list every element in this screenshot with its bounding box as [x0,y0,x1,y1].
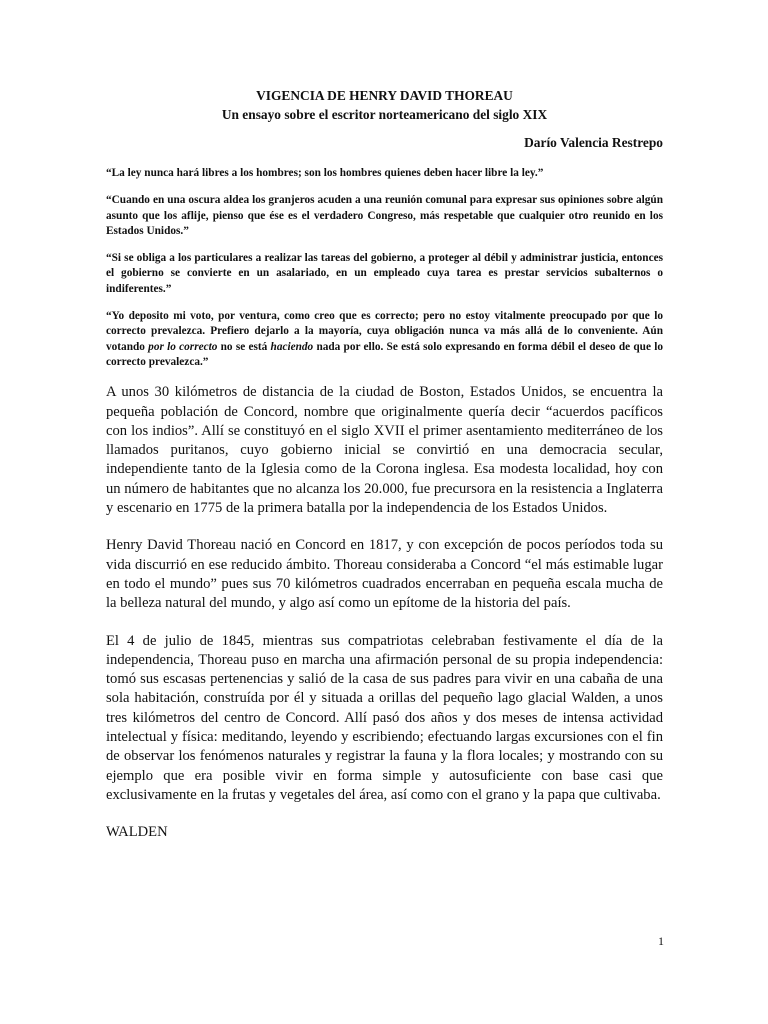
quote-text: nada por ello. Se está solo expresando en forma débil el deseo de que lo correcto prevalezca.” [106,340,663,368]
body-paragraph: El 4 de julio de 1845, mientras sus compatriotas celebraban festivamente el día de la independencia, Thoreau puso en marcha una afirmación personal de su propia independencia: tomó sus escasas pertenencias y salió de la casa de sus padres para vivir en una cabaña de una sola habitación, construída por él y situada a orillas del pequeño lago glacial Walden, a unos tres kilómetros del centro de Concord. Allí pasó dos años y dos meses de intensa actividad intelectual y física: meditando, leyendo y escribiendo; efectuando largas excursiones con el fin de observar los fenómenos naturales y registrar la fauna y la flora locales; y mostrando con su ejemplo que era posible vivir en forma simple y autosuficiente con base casi que exclusivamente en la frutas y vegetales del área, así como con el grano y la papa que cultivaba. [106,632,663,803]
quote-italic-text: por lo correcto [148,340,218,353]
document-title: VIGENCIA DE HENRY DAVID THOREAU [256,88,513,103]
quote-text: no se está [217,340,271,353]
quote-italic-text: haciendo [270,340,314,353]
page-number: 1 [658,934,664,948]
epigraph-quote: “La ley nunca hará libres a los hombres; son los hombres quienes deben hacer libre la ley.” [106,167,544,179]
author-name: Darío Valencia Restrepo [524,135,663,150]
section-heading: WALDEN [106,824,168,841]
epigraph-quote [106,309,663,370]
document-page [106,86,663,843]
document-subtitle: Un ensayo sobre el escritor norteamericano del siglo XIX [221,107,548,122]
body-paragraph: Henry David Thoreau nació en Concord en 1817, y con excepción de pocos períodos toda su vida discurrió en ese reducido ámbito. Thoreau consideraba a Concord “el más estimable lugar en todo el mundo” pues sus 70 kilómetros cuadrados encerraban en pequeña escala mucha de la belleza natural del mundo, y algo así como un epítome de la historia del país. [106,537,663,612]
epigraph-quote: “Cuando en una oscura aldea los granjeros acuden a una reunión comunal para expresar sus opiniones sobre algún asunto que los aflije, pienso que ése es el verdadero Congreso, más respetable que cualquier otro reunido en los Estados Unidos.” [106,194,663,237]
body-paragraph: A unos 30 kilómetros de distancia de la ciudad de Boston, Estados Unidos, se encuentra la pequeña población de Concord, nombre que originalmente quería decir “acuerdos pacíficos con los indios”. Allí se constituyó en el siglo XVII el primer asentamiento mediterráneo de los llamados puritanos, cuyo gobierno inicial se convirtió en una democracia secular, independiente tanto de la Iglesia como de la Corona inglesa. Esa modesta localidad, hoy con un número de habitantes que no alcanza los 20.000, fue precursora en la resistencia a Inglaterra y escenario en 1775 de la primera batalla por la independencia de los Estados Unidos. [106,384,663,517]
quote-text: “Yo deposito mi voto, por ventura, como creo que es correcto; pero no estoy vitalmente preocupado por que lo correcto prevalezca. Prefiero dejarlo a la mayoría, cuya obligación nunca va más allá de lo conveniente. Aún votando [106,310,663,353]
epigraph-quote: “Si se obliga a los particulares a realizar las tareas del gobierno, a proteger al débil y administrar justicia, entonces el gobierno se convierte en un asalariado, en un empleado cuya tarea es prestar servicios subalternos o indiferentes.” [106,252,663,295]
